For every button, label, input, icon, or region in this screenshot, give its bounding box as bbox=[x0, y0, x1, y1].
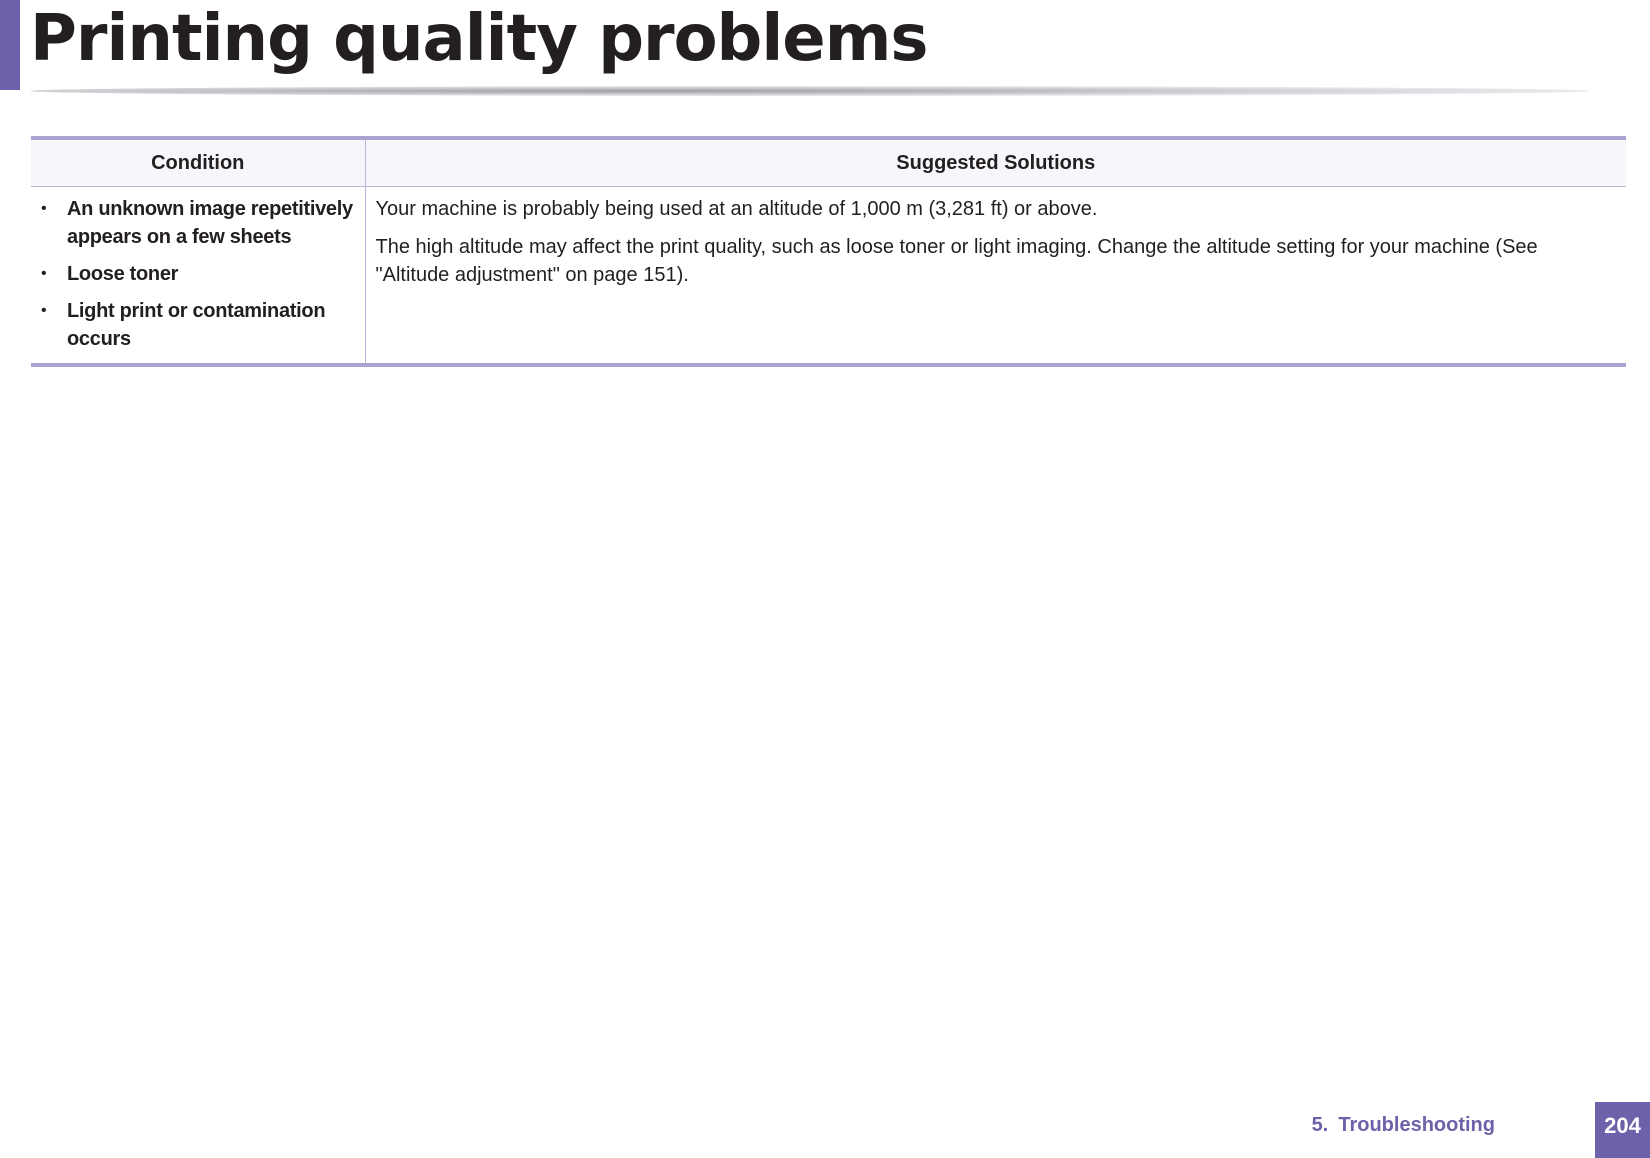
condition-item: • An unknown image repetitively appears on a few sheets bbox=[39, 195, 355, 251]
column-header-suggested-solutions: Suggested Solutions bbox=[365, 138, 1626, 187]
condition-item: • Loose toner bbox=[39, 260, 355, 288]
title-accent-bar bbox=[0, 0, 20, 90]
page-title: Printing quality problems bbox=[30, 2, 928, 76]
solution-cell bbox=[365, 187, 1626, 366]
solution-paragraph: Your machine is probably being used at an altitude of 1,000 m (3,281 ft) or above. bbox=[375, 198, 1098, 220]
condition-list bbox=[39, 195, 355, 353]
solution-paragraph: The high altitude may affect the print quality, such as loose toner or light imaging. Change the altitude setting for your machine (See "Altitude adjustment" on page 151). bbox=[375, 236, 1538, 286]
footer-section-name: Troubleshooting bbox=[1338, 1114, 1495, 1136]
condition-cell bbox=[31, 187, 365, 366]
column-header-condition: Condition bbox=[31, 138, 365, 187]
table-row bbox=[31, 187, 1626, 366]
table-header-row bbox=[31, 138, 1626, 187]
troubleshooting-table bbox=[31, 136, 1626, 367]
title-divider bbox=[30, 86, 1590, 96]
condition-item: • Light print or contamination occurs bbox=[39, 297, 355, 353]
footer-section-number: 5. bbox=[1311, 1114, 1329, 1136]
footer-section-label bbox=[1312, 1114, 1495, 1137]
page-number-badge: 204 bbox=[1595, 1102, 1650, 1158]
